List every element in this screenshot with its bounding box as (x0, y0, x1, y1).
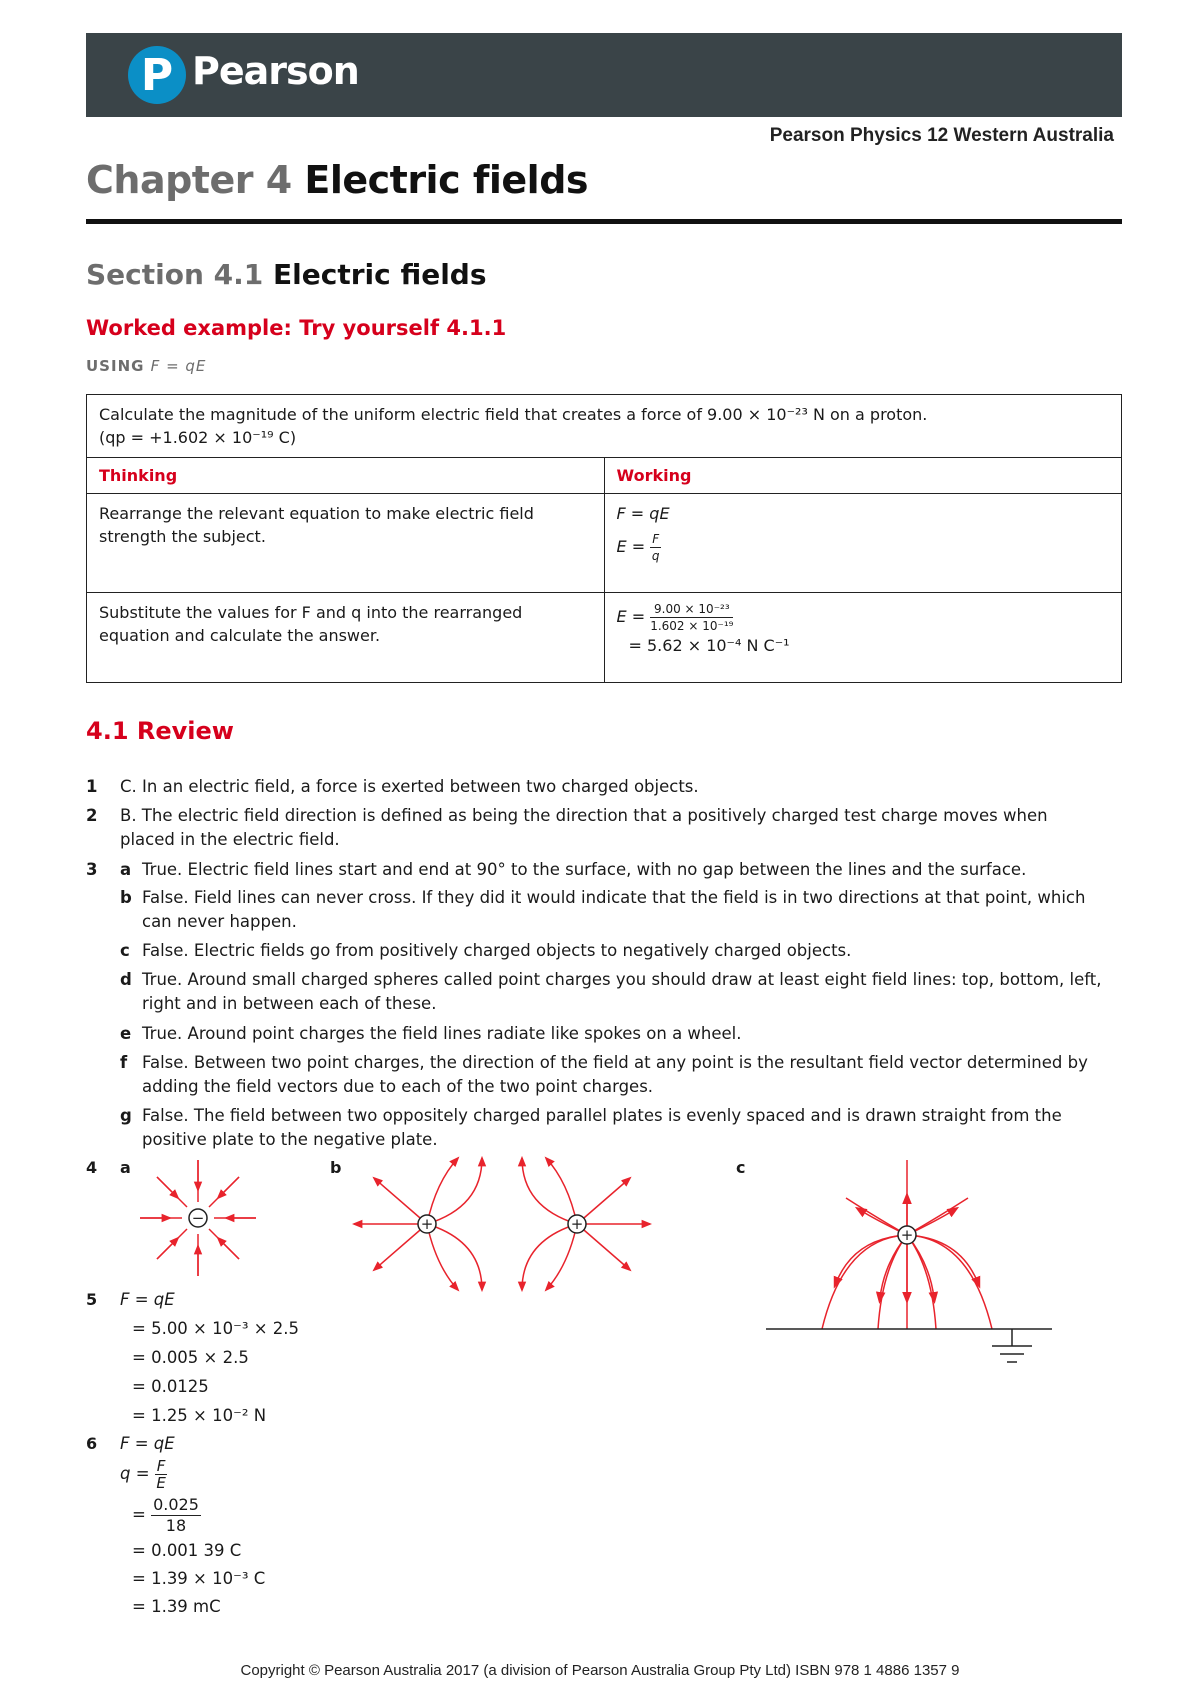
using-label: USING F = qE (86, 357, 207, 375)
diagram-negative-charge (138, 1158, 258, 1278)
diagram-charge-near-ground (764, 1158, 1054, 1378)
question-row (87, 395, 1122, 458)
field-line (427, 1224, 458, 1290)
q4-number: 4 (86, 1158, 98, 1177)
q4a-label: a (120, 1158, 131, 1177)
pearson-logo-icon: P (128, 46, 186, 104)
q6-number: 6 (86, 1434, 98, 1453)
field-line (577, 1224, 630, 1270)
positive-sign: + (570, 1215, 584, 1233)
field-line (374, 1178, 427, 1224)
book-title: Pearson Physics 12 Western Australia (769, 125, 1114, 146)
diagram-two-positive-charges (352, 1152, 652, 1292)
q5-number: 5 (86, 1290, 98, 1309)
field-line (546, 1224, 577, 1290)
working-cell: F = qE E = $\frac{F}{q}$ (604, 494, 1122, 593)
positive-sign: + (420, 1215, 434, 1233)
field-arrow (836, 1235, 907, 1283)
thinking-header: Thinking (87, 458, 605, 494)
q6-working: F = qE q = $\frac{F}{E}$ = $\frac{0.025}{18}$ = 0.001 39 C = 1.39 × 10⁻³ C = 1.39 mC (120, 1434, 266, 1616)
thinking-cell: Rearrange the relevant equation to make electric field strength the subject. (87, 494, 605, 593)
field-arrow (218, 1238, 239, 1259)
table-row (87, 593, 1122, 683)
review-heading: 4.1 Review (86, 717, 234, 745)
worked-example-table (86, 394, 1122, 683)
field-line (907, 1235, 992, 1329)
earth-icon (992, 1329, 1032, 1362)
section-title: Section 4.1 Electric fields (86, 258, 487, 291)
thinking-cell: Substitute the values for F and q into the rearranged equation and calculate the answer. (87, 593, 605, 683)
chapter-divider (86, 219, 1122, 224)
field-line (577, 1178, 630, 1224)
field-line (522, 1224, 577, 1290)
negative-sign: − (191, 1209, 205, 1227)
field-arrow (157, 1238, 178, 1259)
question-text: Calculate the magnitude of the uniform electric field that creates a force of 9.00 × 10⁻²³ N on a proton. (99, 405, 928, 424)
pearson-logo-text: Pearson (192, 49, 359, 93)
field-line (522, 1158, 577, 1224)
header-row (87, 458, 1122, 494)
worked-example-heading: Worked example: Try yourself 4.1.1 (86, 316, 507, 340)
field-line (427, 1158, 482, 1224)
field-line (427, 1224, 482, 1290)
chapter-title: Chapter 4 Electric fields (86, 158, 589, 202)
header-banner (86, 33, 1122, 117)
working-header: Working (604, 458, 1122, 494)
field-arrow (218, 1177, 239, 1198)
copyright-footer: Copyright © Pearson Australia 2017 (a division of Pearson Australia Group Pty Ltd) ISBN 978 1 4886 1357 9 (240, 1662, 960, 1679)
q4b-label: b (330, 1158, 342, 1177)
field-line (822, 1235, 907, 1329)
q5-working: F = qE = 5.00 × 10⁻³ × 2.5 = 0.005 × 2.5 = 0.0125 = 1.25 × 10⁻² N (120, 1290, 299, 1425)
q4c-label: c (736, 1158, 746, 1177)
field-line (846, 1198, 907, 1235)
field-arrow (157, 1177, 178, 1198)
table-row (87, 494, 1122, 593)
proton-charge: (qp = +1.602 × 10⁻¹⁹ C) (99, 428, 297, 447)
field-line (374, 1224, 427, 1270)
working-cell: E = $\frac{\text{9.00 × 10⁻²³}}{\text{1.602 × 10⁻¹⁹}}$ = 5.62 × 10⁻⁴ N C⁻¹ (604, 593, 1122, 683)
field-arrow (907, 1235, 978, 1283)
field-line (907, 1198, 968, 1235)
positive-sign: + (900, 1226, 914, 1244)
